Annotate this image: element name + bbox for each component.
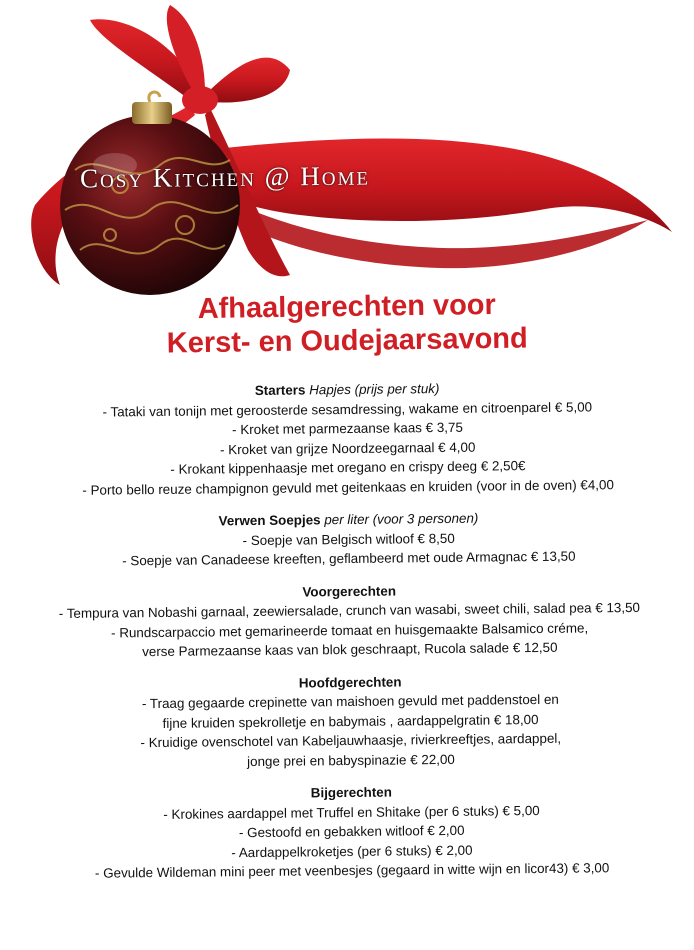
menu-item: - Gevulde Wildeman mini peer met veenbesjes (gegaard in witte wijn en licor43) € 3,00 (94, 860, 610, 881)
menu-list (8, 376, 691, 897)
menu-item: - Kruidige ovenschotel van Kabeljauwhaasje, rivierkreeftjes, aardappel, (140, 730, 562, 751)
menu-item: - Tataki van tonijn met geroosterde sesamdressing, wakame en citroenparel € 5,00 (102, 398, 593, 420)
menu-item: - Traag gegaarde crepinette van maishoen gevuld met paddenstoel en (141, 691, 559, 712)
section-starters (8, 376, 687, 500)
christmas-ornament-ribbon-illustration (0, 0, 694, 300)
menu-item: - Kroket met parmezaanse kaas € 3,75 (232, 419, 463, 438)
menu-item: - Aardappelkroketjes (per 6 stuks) € 2,00 (231, 842, 473, 860)
section-title: Voorgerechten (302, 582, 397, 599)
section-bijgerechten (12, 779, 691, 884)
ornament-cap (132, 102, 172, 124)
headline-line-1: Afhaalgerechten voor (197, 288, 497, 326)
page-headline (0, 285, 694, 363)
bow-loop-right (205, 58, 290, 103)
menu-item: - Tempura van Nobashi garnaal, zeewiersalade, crunch van wasabi, sweet chili, salad pea € 13,50 (58, 599, 641, 622)
section-title: Starters (254, 382, 306, 398)
section-note: per liter (voor 3 personen) (324, 510, 479, 528)
headline-line-2: Kerst- en Oudejaarsavond (166, 322, 528, 360)
menu-item: fijne kruiden spekrolletje en babymais , aardappelgratin € 18,00 (162, 711, 539, 731)
section-title: Verwen Soepjes (218, 512, 321, 529)
brand-title: Cosy Kitchen @ Home (79, 160, 371, 194)
menu-item: - Soepje van Belgisch witloof € 8,50 (242, 530, 455, 548)
menu-item: - Porto bello reuze champignon gevuld met geitenkaas en kruiden (voor in de oven) €4,00 (82, 476, 614, 498)
bow-knot (182, 86, 218, 114)
menu-item: - Soepje van Canadeese kreeften, geflambeerd met oude Armagnac € 13,50 (122, 548, 576, 569)
menu-item: - Rundscarpaccio met gemarineerde tomaat en huisgemaakte Balsamico créme, (111, 619, 589, 640)
section-title: Bijgerechten (310, 784, 392, 801)
menu-item: verse Parmezaanse kaas van blok geschraapt, Rucola salade € 12,50 (142, 639, 558, 660)
menu-item: - Krokines aardappel met Truffel en Shitake (per 6 stuks) € 5,00 (163, 802, 540, 822)
menu-item: jonge prei en babyspinazie € 22,00 (247, 751, 455, 769)
section-soepjes (9, 506, 688, 572)
section-title: Hoofdgerechten (298, 673, 402, 691)
section-hoofdgerechten (11, 669, 690, 774)
menu-item: - Gestoofd en gebakken witloof € 2,00 (238, 822, 465, 841)
menu-item: - Krokant kippenhaasje met oregano en crispy deeg € 2,50€ (170, 458, 526, 477)
menu-item: - Kroket van grijze Noordzeegarnaal € 4,00 (219, 439, 476, 457)
section-note: Hapjes (prijs per stuk) (309, 381, 440, 398)
section-voorgerechten (10, 578, 689, 663)
